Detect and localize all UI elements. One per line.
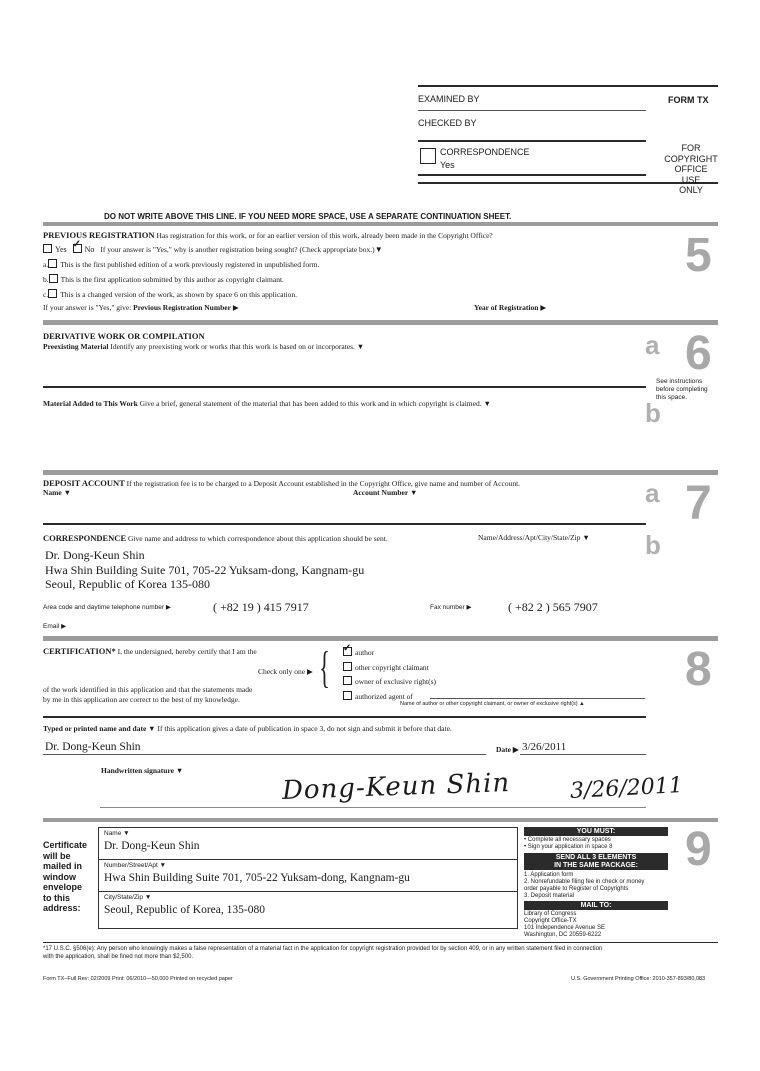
- typed-name-label: Typed or printed name and date: [43, 724, 147, 733]
- prev-reg-number-row: If your answer is "Yes," give: Previous Registration Number ▶: [43, 303, 239, 312]
- legal-notice: *17 U.S.C. §506(e): Any person who knowingly makes a false representation of a material fact in the application for copyright registration provided for by section 409, or in any written statement filed in connection with the application, shall be fined not more than $2,500.: [43, 946, 603, 960]
- prev-reg-heading: PREVIOUS REGISTRATION: [43, 230, 155, 240]
- brace-symbol: {: [319, 643, 330, 692]
- section5-top-bar: [43, 222, 718, 226]
- mail-to-address: Library of Congress Copyright Office-TX 101 Independence Avenue SE Washington, DC 20559-6222: [524, 911, 605, 938]
- prev-reg-option-b: b. This is the first application submitted by this author as copyright claimant.: [43, 275, 284, 284]
- section9-top-bar: [43, 818, 718, 822]
- section7a-rule: [43, 523, 646, 525]
- mailing-address-box: [98, 827, 518, 929]
- section-6-number: 6: [685, 327, 712, 380]
- correspondence-checkbox[interactable]: [420, 148, 436, 164]
- owner-checkbox[interactable]: [343, 676, 352, 685]
- signature-date: 3/26/2011: [569, 773, 684, 804]
- work-statement: of the work identified in this application and that the statements made by me in this application are correct to the best of my knowledge.: [43, 685, 253, 704]
- form-info: Form TX–Full Rev: 02/2009 Print: 06/2010—50,000 Printed on recycled paper: [43, 976, 233, 982]
- correspondence-heading-row: CORRESPONDENCE Give name and address to which correspondence about this application should be sent.: [43, 533, 388, 543]
- correspondence-address: [45, 548, 364, 592]
- send-items: 1. Application form 2. Nonrefundable filing fee in check or money order payable to Register of Copyrights 3. Deposit material: [524, 872, 645, 899]
- option-b-checkbox[interactable]: [49, 274, 58, 283]
- date-value: 3/26/2011: [522, 741, 567, 753]
- prev-reg-number-label: Previous Registration Number: [133, 303, 231, 312]
- mail-city-label: City/State/Zip ▼: [104, 894, 152, 901]
- send-all-banner: SEND ALL 3 ELEMENTS IN THE SAME PACKAGE:: [524, 853, 668, 870]
- typed-name-line: [43, 754, 486, 755]
- preexisting-row: Preexisting Material Identify any preexisting work or works that this work is based on or incorporates. ▼: [43, 342, 365, 351]
- mail-street-value: Hwa Shin Building Suite 701, 705-22 Yuksam-dong, Kangnam-gu: [104, 872, 410, 884]
- prev-reg-option-a: a. This is the first published edition of a work previously registered in unpublished form.: [43, 260, 320, 269]
- prev-reg-heading-row: [43, 230, 493, 240]
- mail-city-value: Seoul, Republic of Korea, 135-080: [104, 904, 265, 916]
- cert-option-claimant: other copyright claimant: [343, 661, 436, 676]
- prev-reg-no-checkbox[interactable]: [73, 244, 82, 253]
- material-added-row: Material Added to This Work Give a brief, general statement of the material that has been added to this work and in which copyright is claimed. ▼: [43, 399, 491, 408]
- must-items: • Complete all necessary spaces • Sign your application in space 8: [524, 837, 613, 850]
- claimant-checkbox[interactable]: [343, 662, 352, 671]
- prev-reg-intro: Has registration for this work, or for an earlier version of this work, already been made in the Copyright Office?: [156, 231, 493, 240]
- mail-to-banner: MAIL TO:: [524, 901, 668, 910]
- certification-heading-row: CERTIFICATION* I, the undersigned, hereby certify that I am the: [43, 646, 257, 656]
- option-c-checkbox[interactable]: [48, 289, 57, 298]
- certification-rule: [43, 716, 646, 718]
- certification-options: [343, 646, 436, 704]
- do-not-write-notice: DO NOT WRITE ABOVE THIS LINE. IF YOU NEED MORE SPACE, USE A SEPARATE CONTINUATION SHEET.: [104, 212, 512, 221]
- corr-name: Dr. Dong-Keun Shin: [45, 548, 145, 562]
- option-a-checkbox[interactable]: [48, 259, 57, 268]
- checked-by-rule: [418, 140, 646, 142]
- section-5-number: 5: [685, 229, 712, 282]
- corr-rule: [418, 174, 646, 176]
- form-name: FORM TX: [668, 95, 709, 105]
- see-instructions-note: See instructions before completing this space.: [656, 378, 708, 401]
- material-added-label: Material Added to This Work: [43, 399, 138, 408]
- email-label: Email ▶: [43, 623, 67, 630]
- section7-top-bar: [43, 470, 718, 475]
- correspondence-heading: CORRESPONDENCE: [43, 533, 127, 543]
- mail-street-label: Number/Street/Apt ▼: [104, 862, 167, 869]
- agent-checkbox[interactable]: [343, 691, 352, 700]
- deposit-heading: DEPOSIT ACCOUNT: [43, 478, 125, 488]
- prev-reg-option-c: c. This is a changed version of the work, as shown by space 6 on this application.: [43, 290, 298, 299]
- yes-label: Yes: [55, 245, 67, 254]
- cert-option-agent: authorized agent of: [343, 690, 436, 705]
- deposit-account-label: Account Number ▼: [353, 488, 418, 497]
- agent-line: [430, 698, 645, 699]
- section-7a-letter: a: [645, 478, 660, 508]
- section6-top-bar: [43, 320, 718, 325]
- correspondence-label: CORRESPONDENCE: [440, 147, 530, 157]
- corr-city: Seoul, Republic of Korea 135-080: [45, 577, 210, 591]
- typed-name-value: Dr. Dong-Keun Shin: [45, 741, 141, 753]
- preexisting-label: Preexisting Material: [43, 342, 109, 351]
- corr-fields-label: Name/Address/Apt/City/State/Zip ▼: [478, 533, 590, 542]
- prev-reg-yes-checkbox[interactable]: [43, 244, 52, 253]
- mail-name-value: Dr. Dong-Keun Shin: [104, 840, 200, 852]
- corr-street: Hwa Shin Building Suite 701, 705-22 Yuksam-dong, Kangnam-gu: [45, 562, 365, 577]
- section8-top-bar: [43, 636, 718, 641]
- office-use-label: FOR COPYRIGHT OFFICE USE ONLY: [664, 143, 718, 195]
- certification-heading: CERTIFICATION*: [43, 646, 116, 656]
- agent-note: Name of author or other copyright claimant, or owner of exclusive right(s) ▲: [400, 701, 585, 707]
- derivative-heading: DERIVATIVE WORK OR COMPILATION: [43, 331, 205, 341]
- deposit-name-label: Name ▼: [43, 488, 72, 497]
- section-6b-letter: b: [645, 398, 661, 428]
- deposit-heading-row: DEPOSIT ACCOUNT If the registration fee is to be charged to a Deposit Account established in the Copyright Office, give name and number of Account.: [43, 478, 521, 488]
- phone-label: Area code and daytime telephone number ▶: [43, 604, 171, 611]
- section-6a-letter: a: [645, 330, 660, 360]
- you-must-banner: YOU MUST:: [524, 827, 668, 836]
- certificate-mailing-label: Certificate will be mailed in window envelope to this address:: [43, 840, 88, 913]
- checked-by-label: CHECKED BY: [418, 118, 477, 128]
- examined-by-label: EXAMINED BY: [418, 94, 480, 104]
- why-prompt: If your answer is "Yes," why is another registration being sought? (Check appropriate box.): [100, 245, 375, 254]
- cert-option-author: ✓ author: [343, 646, 436, 661]
- author-checkbox[interactable]: [343, 647, 352, 656]
- date-line: [520, 754, 646, 755]
- typed-name-row: Typed or printed name and date ▼ If this application gives a date of publication in space 3, do not sign and submit it before that date.: [43, 724, 452, 733]
- handwritten-signature-label: Handwritten signature ▼: [101, 766, 184, 775]
- section-8-number: 8: [685, 643, 712, 696]
- no-label: No: [84, 245, 95, 254]
- signature-line: [100, 807, 646, 808]
- mail-name-label: Name ▼: [104, 830, 130, 837]
- correspondence-yes: Yes: [440, 160, 455, 170]
- section-9-number: 9: [685, 823, 712, 876]
- section6a-rule: [43, 386, 646, 388]
- check-only-one: Check only one ▶: [258, 667, 313, 676]
- prev-reg-yesno-row: Yes ✓ No If your answer is "Yes," why is another registration being sought? (Check appropriate box.)▼: [43, 244, 383, 254]
- section-7-number: 7: [685, 477, 712, 530]
- fax-value: ( +82 2 ) 565 7907: [508, 600, 598, 614]
- year-of-registration: Year of Registration ▶: [474, 303, 547, 312]
- phone-value: ( +82 19 ) 415 7917: [213, 600, 309, 614]
- footer-rule: [43, 942, 718, 943]
- gpo-info: U.S. Government Printing Office: 2010-357-893/80,083: [571, 976, 706, 982]
- top-rule: [418, 85, 718, 87]
- section-7b-letter: b: [645, 530, 661, 560]
- cert-option-owner: owner of exclusive right(s): [343, 675, 436, 690]
- examined-by-line: [418, 110, 646, 111]
- date-label: Date ▶: [496, 745, 519, 754]
- fax-label: Fax number ▶: [430, 604, 472, 611]
- signature-name: Dong-Keun Shin: [281, 768, 511, 806]
